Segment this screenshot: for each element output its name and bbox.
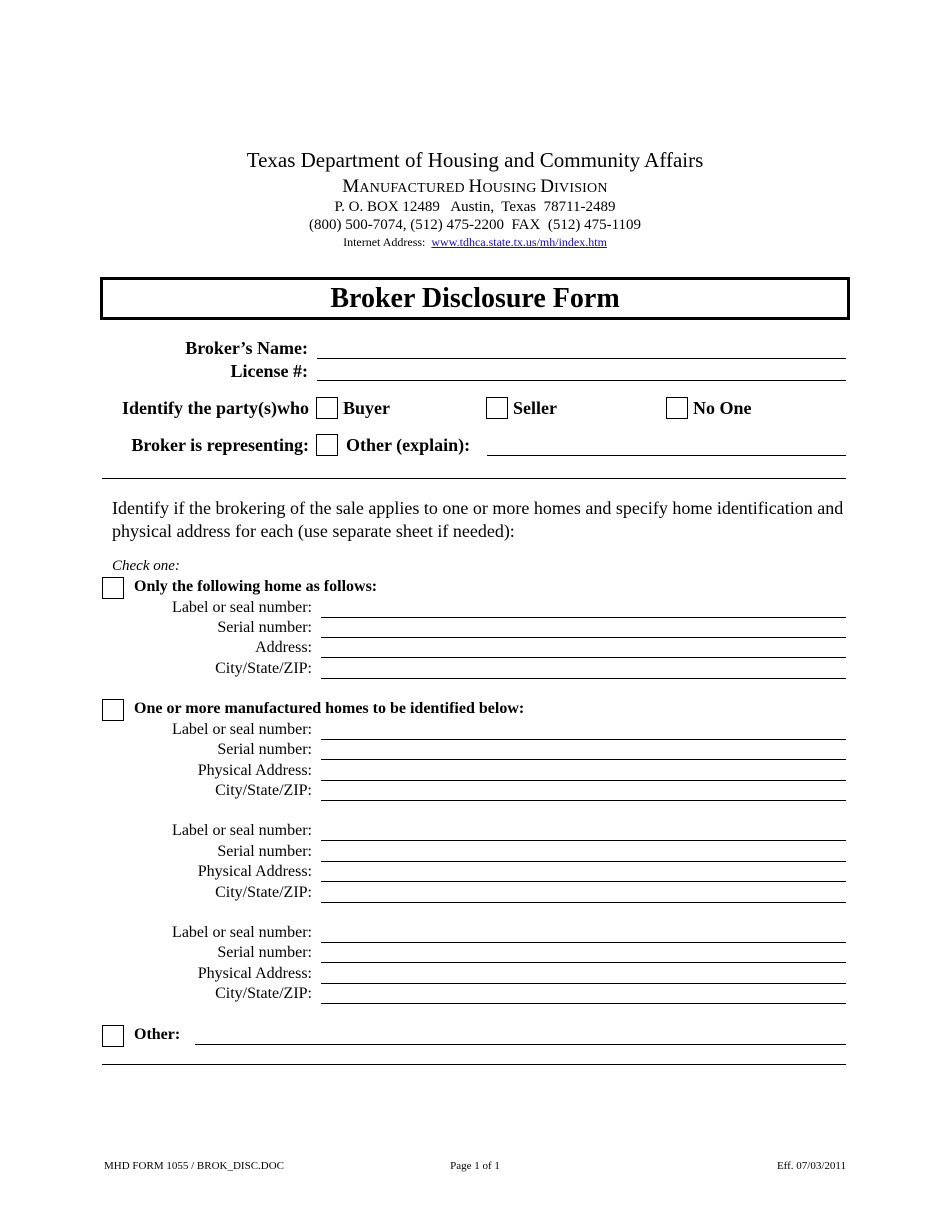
broker-name-label: Broker’s Name: [185, 338, 308, 358]
internet-address [0, 235, 950, 250]
multiple-homes-checkbox[interactable] [102, 699, 124, 721]
party-label-line1: Identify the party(s)who [122, 398, 309, 418]
broker-name-field[interactable] [317, 358, 846, 359]
serial-label: Serial number: [217, 843, 312, 860]
home3-serial-field[interactable] [321, 962, 846, 963]
buyer-label: Buyer [343, 398, 390, 418]
website-link[interactable]: www.tdhca.state.tx.us/mh/index.htm [431, 235, 607, 249]
buyer-checkbox[interactable] [316, 397, 338, 419]
city-state-zip-label: City/State/ZIP: [215, 782, 312, 799]
home1-city-state-zip-field[interactable] [321, 800, 846, 801]
license-field[interactable] [317, 380, 846, 381]
other-label: Other: [134, 1026, 181, 1043]
divider [102, 478, 846, 479]
no-one-checkbox[interactable] [666, 397, 688, 419]
home1-label-seal-field[interactable] [321, 739, 846, 740]
phone-numbers: (800) 500-7074, (512) 475-2200 FAX (512) 475-1109 [308, 217, 642, 233]
check-one-label: Check one: [112, 558, 180, 574]
other-field[interactable] [195, 1044, 846, 1045]
single-address-field[interactable] [321, 657, 846, 658]
internet-label: Internet Address: [343, 235, 426, 249]
agency-name: Texas Department of Housing and Community Affairs [246, 148, 704, 172]
label-seal-label: Label or seal number: [172, 822, 312, 839]
license-label: License #: [230, 361, 308, 381]
city-state-zip-label: City/State/ZIP: [215, 985, 312, 1002]
footer-form-id: MHD FORM 1055 / BROK_DISC.DOC [104, 1160, 285, 1172]
serial-label: Serial number: [217, 741, 312, 758]
other-party-checkbox[interactable] [316, 434, 338, 456]
seller-checkbox[interactable] [486, 397, 508, 419]
home3-address-field[interactable] [321, 983, 846, 984]
home2-serial-field[interactable] [321, 861, 846, 862]
home1-address-field[interactable] [321, 780, 846, 781]
serial-label: Serial number: [217, 944, 312, 961]
footer-page-number: Page 1 of 1 [450, 1160, 500, 1172]
label-seal-label: Label or seal number: [172, 721, 312, 738]
single-label-seal-field[interactable] [321, 617, 846, 618]
division-name: MANUFACTURED HOUSING DIVISION [342, 176, 608, 197]
physical-address-label: Physical Address: [197, 965, 312, 982]
physical-address-label: Physical Address: [197, 863, 312, 880]
label-seal-label: Label or seal number: [172, 924, 312, 941]
divider [102, 1064, 846, 1065]
party-label-line2: Broker is representing: [131, 435, 309, 455]
single-city-state-zip-field[interactable] [321, 678, 846, 679]
home2-label-seal-field[interactable] [321, 840, 846, 841]
form-title: Broker Disclosure Form [100, 277, 850, 320]
home2-address-field[interactable] [321, 881, 846, 882]
other-party-explain-field[interactable] [487, 455, 846, 456]
home3-label-seal-field[interactable] [321, 942, 846, 943]
address-label: Address: [255, 639, 312, 656]
label-seal-label: Label or seal number: [172, 599, 312, 616]
city-state-zip-label: City/State/ZIP: [215, 660, 312, 677]
other-checkbox[interactable] [102, 1025, 124, 1047]
other-party-label: Other (explain): [346, 435, 471, 455]
multiple-homes-heading: One or more manufactured homes to be identified below: [134, 700, 525, 717]
home1-serial-field[interactable] [321, 759, 846, 760]
home3-city-state-zip-field[interactable] [321, 1003, 846, 1004]
single-home-heading: Only the following home as follows: [134, 578, 378, 595]
mailing-address: P. O. BOX 12489 Austin, Texas 78711-2489 [334, 199, 616, 215]
home2-city-state-zip-field[interactable] [321, 902, 846, 903]
serial-label: Serial number: [217, 619, 312, 636]
city-state-zip-label: City/State/ZIP: [215, 884, 312, 901]
seller-label: Seller [513, 398, 557, 418]
physical-address-label: Physical Address: [197, 762, 312, 779]
single-serial-field[interactable] [321, 637, 846, 638]
footer-effective-date: Eff. 07/03/2011 [776, 1160, 846, 1172]
no-one-label: No One [693, 398, 752, 418]
instructions: Identify if the brokering of the sale applies to one or more homes and specify home identification and physical address for each (use separate sheet if needed): [112, 498, 844, 541]
single-home-checkbox[interactable] [102, 577, 124, 599]
